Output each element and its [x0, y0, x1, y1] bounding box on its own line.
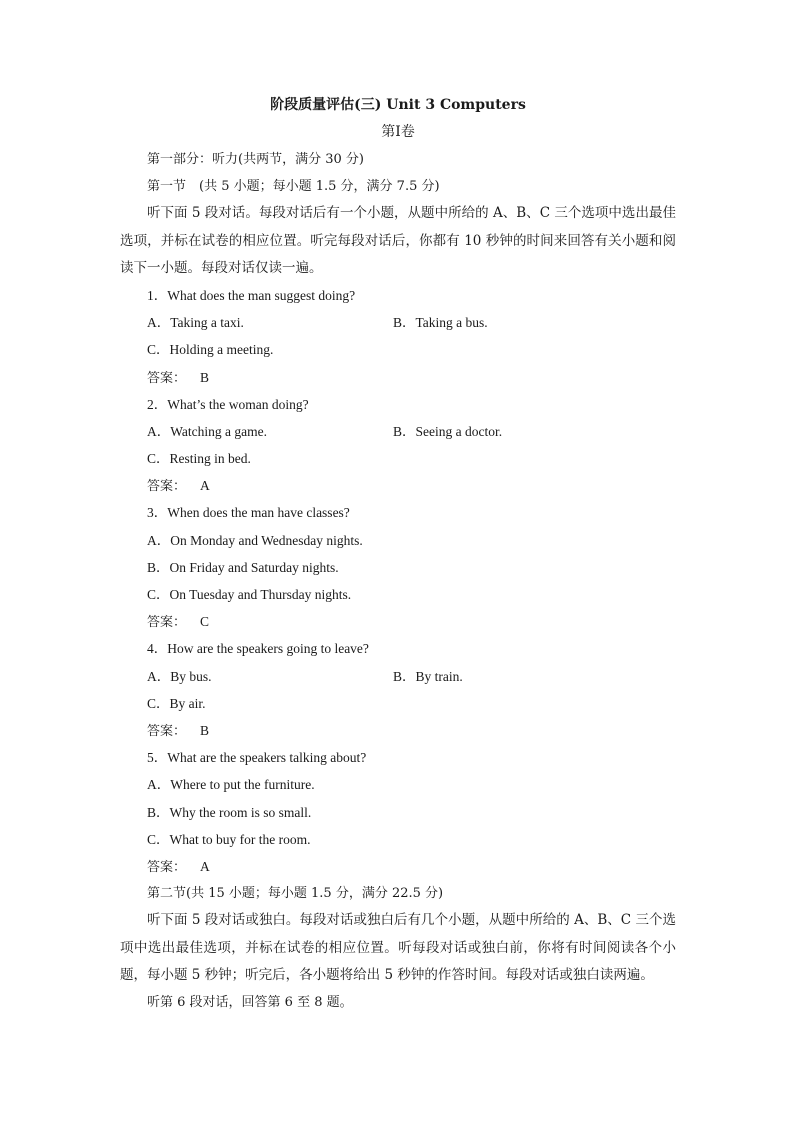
answer-label: 答案： — [147, 859, 187, 875]
answer-label: 答案： — [147, 615, 187, 631]
question-5-option-b: B．Why the room is so small. — [147, 804, 312, 820]
question-1-option-b: B．Taking a bus. — [393, 315, 488, 331]
answer-value: B — [200, 722, 210, 738]
question-4-options-ab — [120, 663, 676, 690]
question-1-option-c: C．Holding a meeting. — [147, 342, 274, 358]
question-5-option-c: C．What to buy for the room. — [147, 831, 311, 847]
question-1-option-a: A．Taking a taxi. — [147, 315, 244, 331]
question-4-option-b: B．By train. — [393, 668, 463, 684]
document-page — [120, 92, 676, 1016]
question-5-stem: 5．What are the speakers talking about? — [147, 750, 367, 766]
part1-heading: 第一部分：听力(共两节，满分 30 分) — [147, 152, 364, 167]
answer-value: A — [200, 858, 210, 874]
document-title: 阶段质量评估(三) Unit 3 Computers — [270, 97, 526, 113]
answer-label: 答案： — [147, 479, 187, 495]
question-3-option-c: C．On Tuesday and Thursday nights. — [147, 587, 352, 603]
answer-label: 答案： — [147, 723, 187, 739]
question-3-answer — [120, 608, 676, 635]
answer-value: A — [200, 478, 210, 494]
question-4-stem: 4．How are the speakers going to leave? — [147, 641, 369, 657]
dialogue-6-instruction: 听第 6 段对话，回答第 6 至 8 题。 — [147, 994, 353, 1010]
answer-value: C — [200, 614, 210, 630]
question-3-option-b: B．On Friday and Saturday nights. — [147, 559, 339, 575]
question-2-stem: 2．What’s the woman doing? — [147, 396, 309, 412]
section2-heading: 第二节(共 15 小题；每小题 1.5 分，满分 22.5 分) — [147, 886, 444, 902]
question-2-option-c: C．Resting in bed. — [147, 451, 251, 467]
answer-label: 答案： — [147, 370, 187, 386]
section1-heading: 第一节 (共 5 小题；每小题 1.5 分，满分 7.5 分) — [147, 179, 440, 195]
question-2-answer — [120, 472, 676, 499]
section1-instructions: 听下面 5 段对话。每段对话后有一个小题，从题中所给的 A、B、C 三个选项中选出最佳选项，并标在试卷的相应位置。听完每段对话后，你都有 10 秒钟的时间来回答有关小题和阅读下一小题。每段对话仅读一遍。 — [120, 205, 676, 276]
question-2-option-b: B．Seeing a doctor. — [393, 423, 503, 439]
question-2-options-ab — [120, 418, 676, 445]
answer-value: B — [200, 369, 210, 385]
question-5-option-a: A．Where to put the furniture. — [147, 777, 315, 793]
question-2-option-a: A．Watching a game. — [147, 423, 267, 439]
question-1-answer — [120, 364, 676, 391]
question-4-option-c: C．By air. — [147, 695, 206, 711]
question-4-answer — [120, 717, 676, 744]
question-3-stem: 3．When does the man have classes? — [147, 505, 350, 521]
question-1-stem: 1．What does the man suggest doing? — [147, 287, 356, 303]
question-4-option-a: A．By bus. — [147, 668, 212, 684]
volume-label: 第Ⅰ卷 — [381, 124, 415, 140]
question-5-answer — [120, 853, 676, 880]
question-3-option-a: A．On Monday and Wednesday nights. — [147, 532, 363, 548]
section2-instructions: 听下面 5 段对话或独白。每段对话或独白后有几个小题，从题中所给的 A、B、C 三个选项中选出最佳选项，并标在试卷的相应位置。听每段对话或独白前，你将有时间阅读各个小题，每小题 5 秒钟；听完后，各小题将给出 5 秒钟的作答时间。每段对话或独白读两遍。 — [120, 912, 676, 983]
question-1-options-ab — [120, 309, 676, 336]
